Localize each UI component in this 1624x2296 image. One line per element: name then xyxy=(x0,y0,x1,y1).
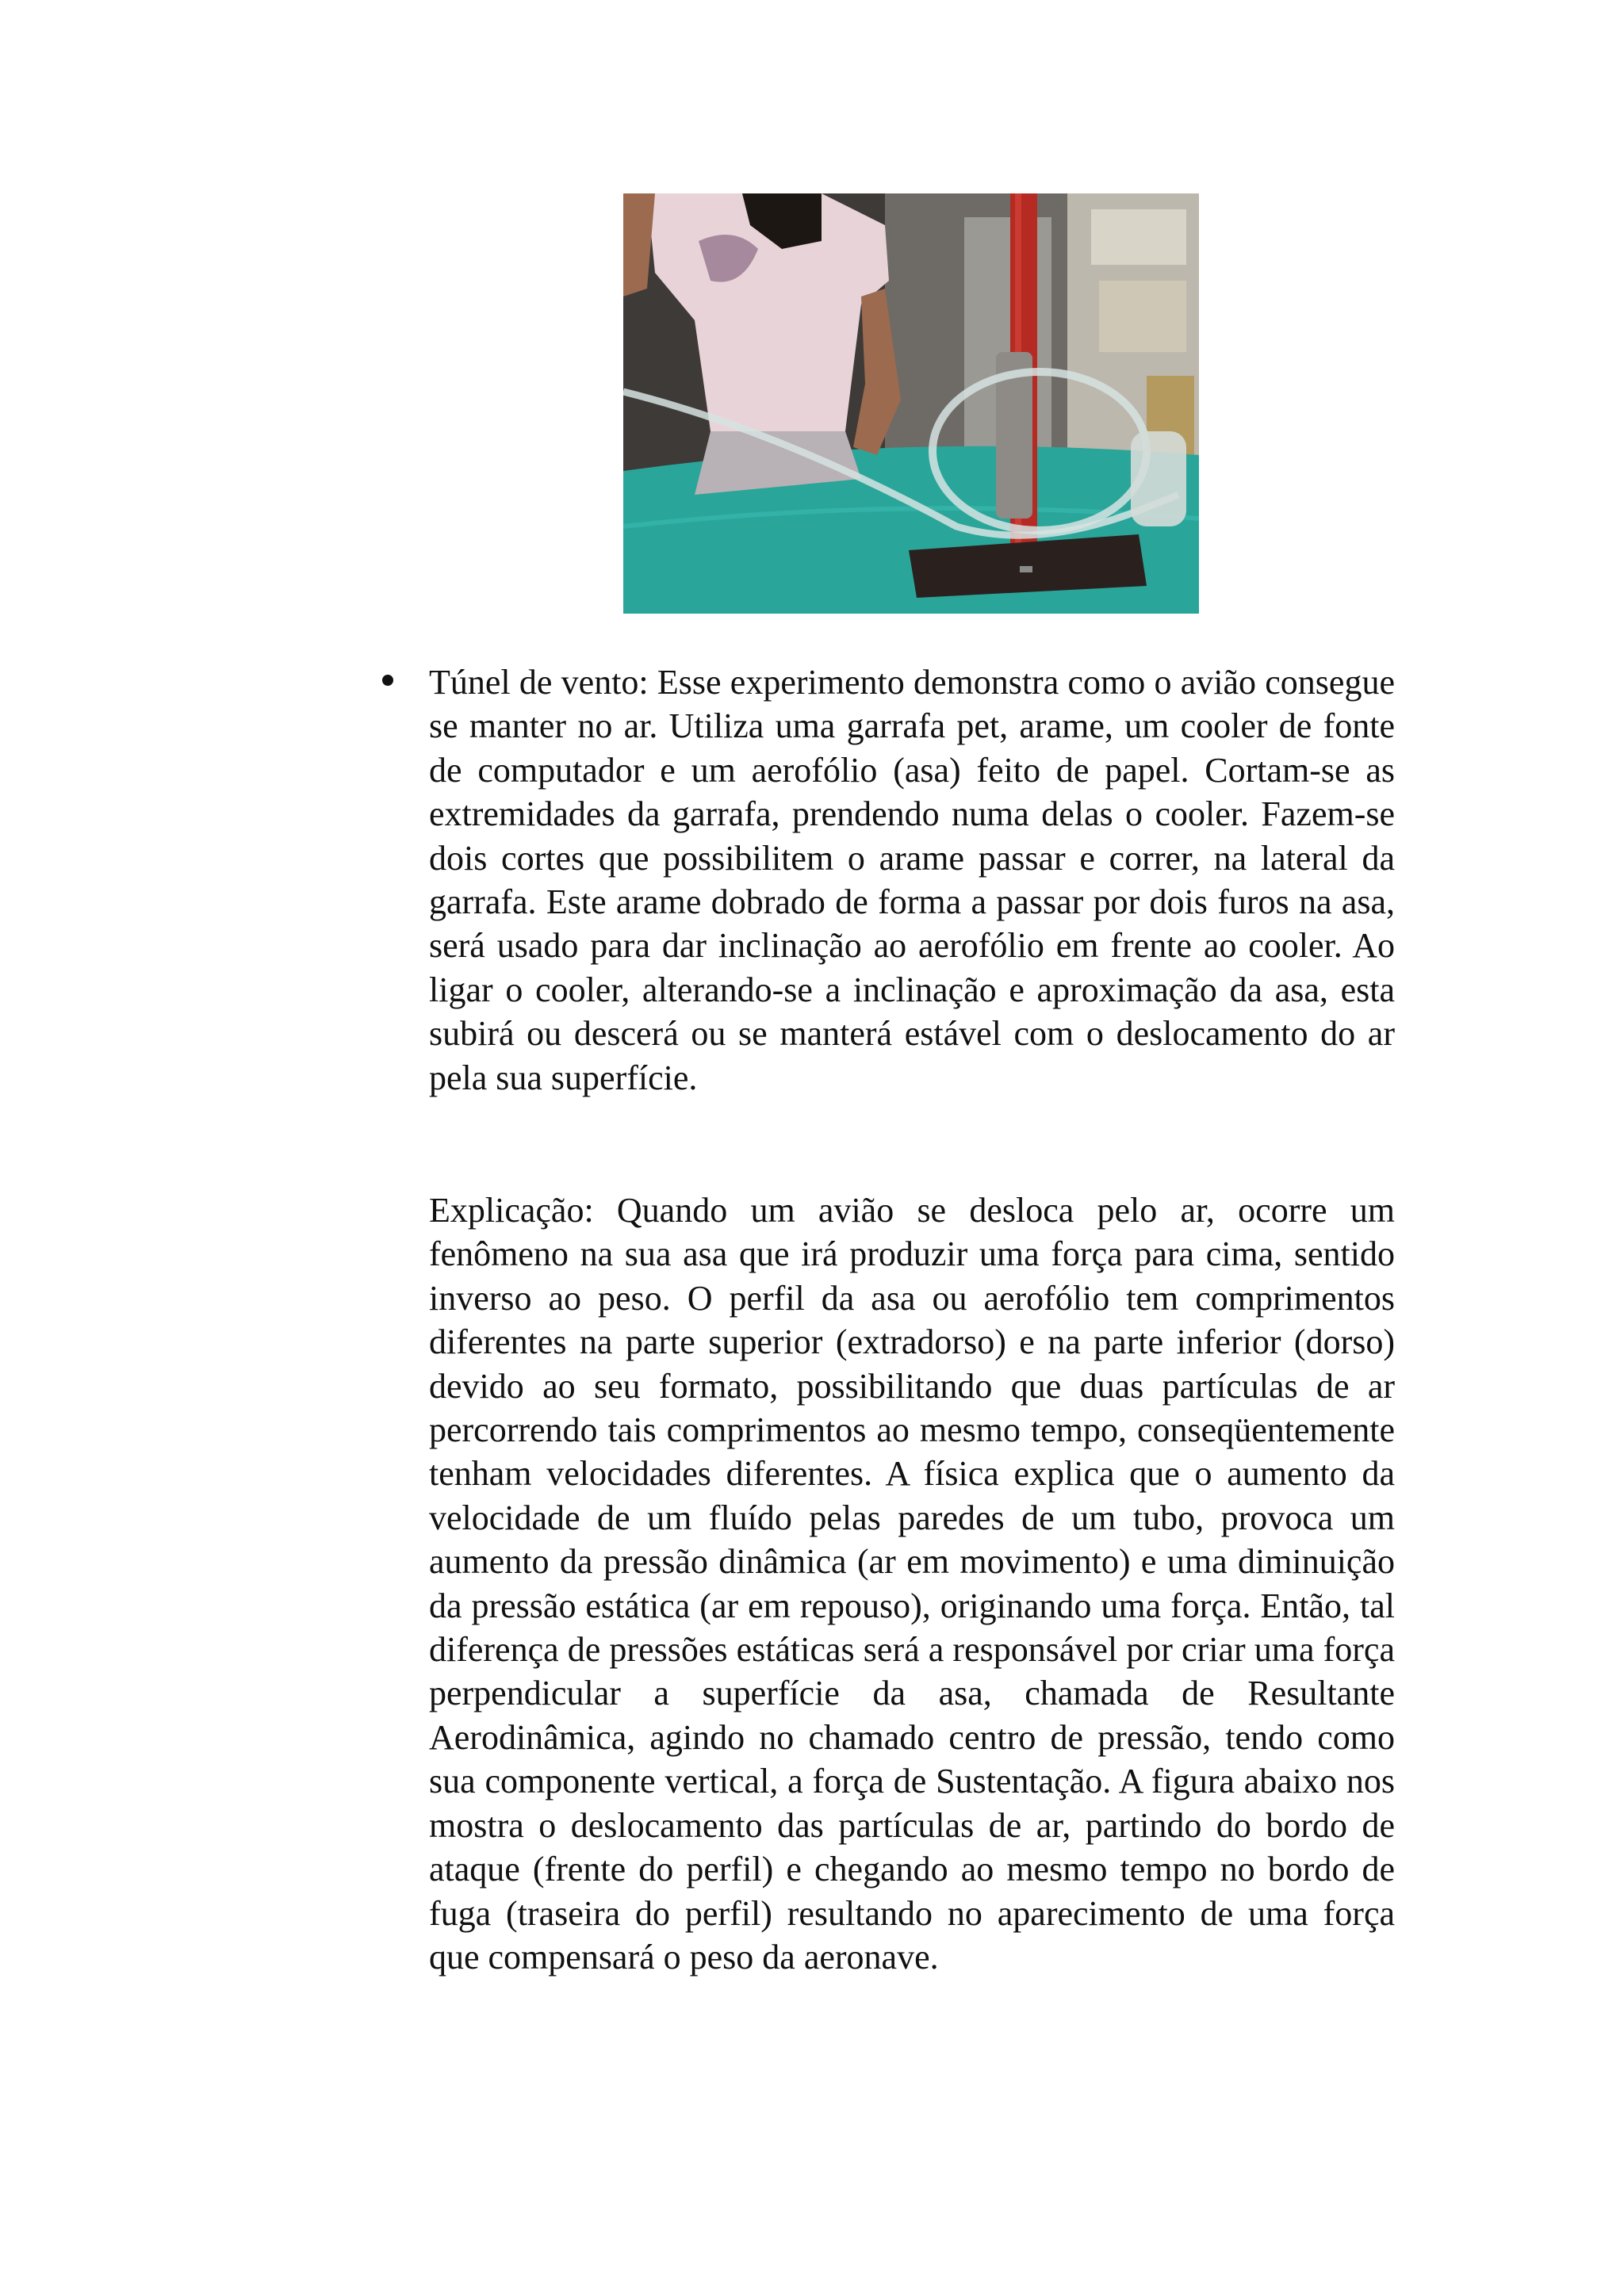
bullet-point xyxy=(382,675,393,686)
experiment-photo xyxy=(623,193,1199,614)
paragraph-wind-tunnel: Túnel de vento: Esse experimento demonstra como o avião consegue se manter no ar. Utiliza uma garrafa pet, arame, um cooler de fonte de computador e um aerofólio (asa) feito de papel. Cortam-se as extremidades da garrafa, prendendo numa delas o cooler. Fazem-se dois cortes que possibilitem o arame passar e correr, na lateral da garrafa. Este arame dobrado de forma a passar por dois furos na asa, será usado para dar inclinação ao aerofólio em frente ao cooler. Ao ligar o cooler, alterando-se a inclinação e aproximação da asa, esta subirá ou descerá ou se manterá estável com o deslocamento do ar pela sua superfície. xyxy=(429,663,1395,1097)
paragraph-explanation: Explicação: Quando um avião se desloca pelo ar, ocorre um fenômeno na sua asa que irá produzir uma força para cima, sentido inverso ao peso. O perfil da asa ou aerofólio tem comprimentos diferentes na parte superior (extradorso) e na parte inferior (dorso) devido ao seu formato, possibilitando que duas partículas de ar percorrendo tais comprimentos ao mesmo tempo, conseqüentemente tenham velocidades diferentes. A física explica que o aumento da velocidade de um fluído pelas paredes de um tubo, provoca um aumento da pressão dinâmica (ar em movimento) e uma diminuição da pressão estática (ar em repouso), originando uma força. Então, tal diferença de pressões estáticas será a responsável por criar uma força perpendicular a superfície da asa, chamada de Resultante Aerodinâmica, agindo no chamado centro de pressão, tendo como sua componente vertical, a força de Sustentação. A figura abaixo nos mostra o deslocamento das partículas de ar, partindo do bordo de ataque (frente do perfil) e chegando ao mesmo tempo no bordo de fuga (traseira do perfil) resultando no aparecimento de uma força que compensará o peso da aeronave. xyxy=(429,1191,1395,1976)
